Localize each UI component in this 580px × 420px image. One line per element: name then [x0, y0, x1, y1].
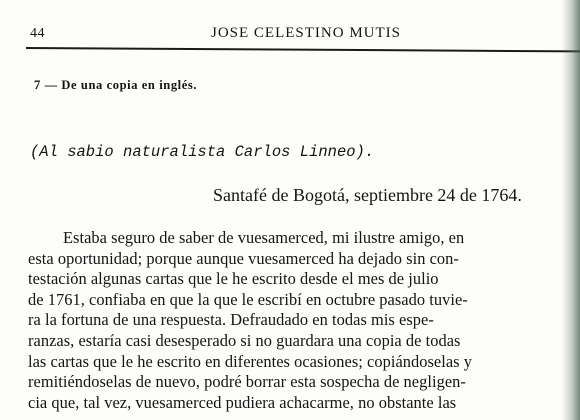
body-line: cia que, tal vez, vuesamerced pudiera achacarme, no obstante las [28, 392, 457, 412]
letter-body [28, 228, 580, 413]
letter-dateline: Santafé de Bogotá, septiembre 24 de 1764. [213, 185, 522, 205]
section-heading: 7 — De una copia en inglés. [34, 78, 198, 92]
page-header [18, 22, 580, 44]
body-line: remitiéndoselas de nuevo, podré borrar esta sospecha de negligen- [28, 372, 466, 392]
body-line: las cartas que le he escrito en diferentes ocasiones; copiándoselas y [28, 351, 473, 371]
body-line: ranzas, estaría casi desesperado si no guardara una copia de todas [28, 330, 461, 350]
page-edge-shadow [562, 0, 580, 420]
body-line: testación algunas cartas que le he escrito desde el mes de julio [28, 269, 439, 289]
header-rule [26, 47, 580, 53]
body-line: esta oportunidad; porque aunque vuesamerced ha dejado sin con- [28, 248, 459, 268]
letter-salutation: (Al sabio naturalista Carlos Linneo). [30, 143, 375, 161]
body-line: de 1761, confiaba en que la que le escribí en octubre pasado tuvie- [28, 289, 468, 309]
running-head: JOSE CELESTINO MUTIS [211, 25, 402, 41]
page-number: 44 [30, 26, 45, 41]
body-line: ra la fortuna de una respuesta. Defraudado en todas mis espe- [28, 310, 434, 330]
body-line: Estaba seguro de saber de vuesamerced, mi ilustre amigo, en [63, 228, 465, 247]
